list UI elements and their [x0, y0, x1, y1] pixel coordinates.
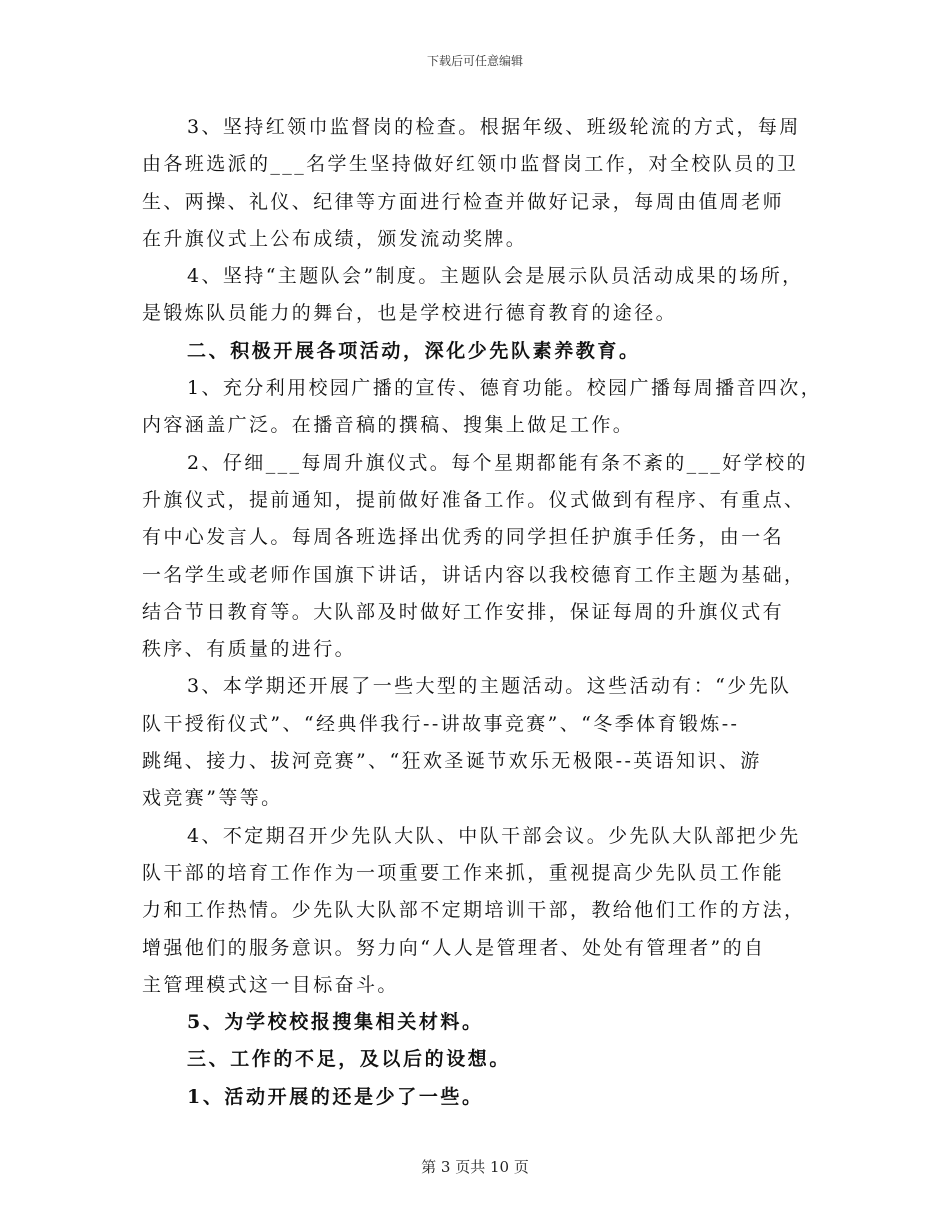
paragraph-line: 4、不定期召开少先队大队、中队干部会议。少先队大队部把少先	[187, 824, 801, 847]
paragraph-line: 内容涵盖广泛。在播音稿的撰稿、搜集上做足工作。	[142, 414, 635, 437]
paragraph-line: 队干部的培育工作作为一项重要工作来抓，重视提高少先队员工作能	[142, 861, 785, 884]
paragraph-line: 队干授衔仪式”、“经典伴我行--讲故事竞赛”、“冬季体育锻炼--	[142, 712, 740, 735]
paragraph-line: 在升旗仪式上公布成绩，颁发流动奖牌。	[142, 227, 528, 250]
paragraph-line: 有中心发言人。每周各班选择出优秀的同学担任护旗手任务，由一名	[142, 526, 785, 549]
paragraph-line: 1、充分利用校园广播的宣传、德育功能。校园广播每周播音四次，	[187, 377, 823, 400]
paragraph-line: 生、两操、礼仪、纪律等方面进行检查并做好记录，每周由值周老师	[142, 190, 785, 213]
paragraph-line: 3、本学期还开展了一些大型的主题活动。这些活动有：“少先队	[187, 675, 792, 698]
paragraph-line: 2、仔细___每周升旗仪式。每个星期都能有条不紊的___好学校的	[187, 451, 808, 474]
paragraph-line: 戏竞赛”等等。	[142, 787, 283, 810]
paragraph-line: 由各班选派的___名学生坚持做好红领巾监督岗工作，对全校队员的卫	[142, 153, 799, 176]
paragraph-line: 升旗仪式，提前通知，提前做好准备工作。仪式做到有程序、有重点、	[142, 488, 806, 511]
paragraph-line: 4、坚持“主题队会”制度。主题队会是展示队员活动成果的场所，	[187, 265, 804, 288]
paragraph-line: 主管理模式这一目标奋斗。	[142, 973, 399, 996]
paragraph-line: 一名学生或老师作国旗下讲话，讲话内容以我校德育工作主题为基础，	[142, 563, 806, 586]
page-number: 第 3 页共 10 页	[421, 1158, 529, 1176]
section-heading: 1、活动开展的还是少了一些。	[187, 1085, 484, 1108]
paragraph-line: 跳绳、接力、拔河竞赛”、“狂欢圣诞节欢乐无极限--英语知识、游	[142, 750, 762, 773]
document-body	[142, 109, 822, 1116]
paragraph-line: 结合节日教育等。大队部及时做好工作安排，保证每周的升旗仪式有	[142, 600, 785, 623]
paragraph-line: 是锻炼队员能力的舞台，也是学校进行德育教育的途径。	[142, 302, 678, 325]
paragraph-line: 3、坚持红领巾监督岗的检查。根据年级、班级轮流的方式，每周	[187, 116, 801, 138]
paragraph-line: 力和工作热情。少先队大队部不定期培训干部，教给他们工作的方法，	[142, 899, 806, 922]
section-heading: 三、工作的不足，及以后的设想。	[187, 1048, 512, 1071]
section-heading: 5、为学校校报搜集相关材料。	[187, 1011, 484, 1034]
paragraph-line: 增强他们的服务意识。努力向“人人是管理者、处处有管理者”的自	[142, 936, 766, 959]
section-heading: 二、积极开展各项活动，深化少先队素养教育。	[187, 339, 641, 362]
paragraph-line: 秩序、有质量的进行。	[142, 638, 357, 661]
page-header: 下载后可任意编辑	[426, 54, 523, 68]
